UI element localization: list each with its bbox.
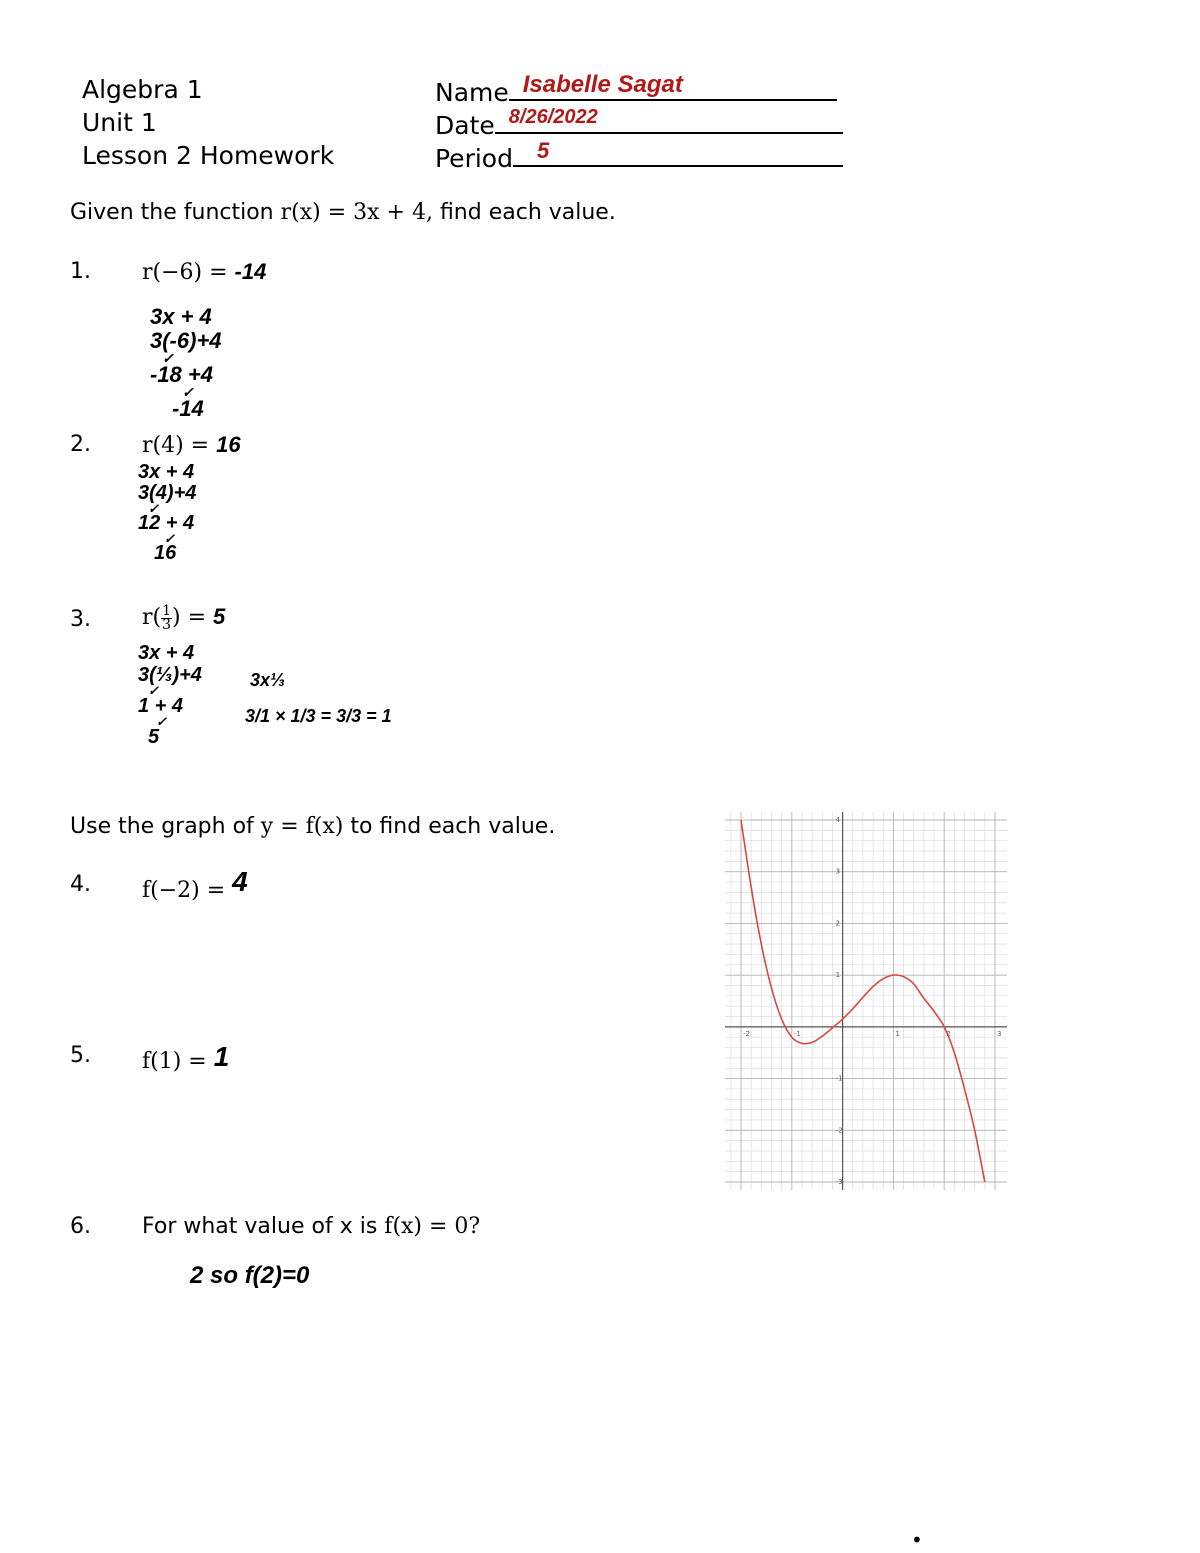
period-value: 5 bbox=[536, 138, 550, 163]
minor-grid bbox=[725, 812, 1007, 1190]
unit-title: Unit 1 bbox=[82, 108, 157, 137]
name-value: Isabelle Sagat bbox=[522, 71, 683, 98]
date-row bbox=[435, 106, 843, 142]
x-tick-label: 1 bbox=[895, 1029, 900, 1038]
work-3-side-bottom: 3/1 × 1/3 = 3/3 = 1 bbox=[245, 706, 392, 726]
period-label: Period bbox=[435, 144, 513, 173]
answer-6: 2 so f(2)=0 bbox=[190, 1262, 310, 1289]
answer-2: 16 bbox=[216, 432, 241, 457]
name-field[interactable] bbox=[509, 73, 837, 101]
question-5-number: 5. bbox=[70, 1043, 91, 1068]
question-3-number: 3. bbox=[70, 607, 91, 632]
course-title: Algebra 1 bbox=[82, 75, 203, 104]
answer-3: 5 bbox=[213, 604, 226, 629]
answer-1: -14 bbox=[234, 259, 267, 284]
question-4-number: 4. bbox=[70, 872, 91, 897]
lesson-title: Lesson 2 Homework bbox=[82, 141, 335, 170]
question-1: r(−6) = -14 bbox=[142, 259, 267, 285]
y-tick-label: -2 bbox=[835, 1126, 843, 1135]
date-value: 8/26/2022 bbox=[508, 106, 598, 128]
period-field[interactable] bbox=[513, 139, 843, 167]
y-tick-label: 1 bbox=[835, 971, 841, 980]
function-graph bbox=[725, 812, 1007, 1190]
work-2: 3x + 4 3(4)+4 ✓ 12 + 4 ✓ 16 bbox=[138, 461, 197, 564]
work-1: 3x + 4 3(-6)+4 ✓ -18 +4 ✓ -14 bbox=[150, 304, 222, 421]
question-3: r( $\frac{1}{3}$ ) = 5 bbox=[142, 602, 226, 633]
question-2: r(4) = 16 bbox=[142, 432, 241, 458]
question-5: f(1) = 1 bbox=[142, 1041, 230, 1074]
y-tick-label: -1 bbox=[835, 1074, 843, 1083]
question-2-number: 2. bbox=[70, 432, 91, 457]
fraction-one-third: $\frac{1}{3}$ bbox=[162, 602, 172, 633]
work-3-side-top: 3x⅓ bbox=[250, 670, 286, 690]
x-tick-label: 2 bbox=[946, 1029, 951, 1038]
part1-instructions: Given the function r(x) = 3x + 4, find each value. bbox=[70, 200, 616, 225]
y-tick-label: 2 bbox=[835, 919, 841, 928]
question-6: For what value of x is f(x) = 0? bbox=[142, 1214, 481, 1239]
question-4: f(−2) = 4 bbox=[142, 866, 248, 903]
answer-5: 1 bbox=[213, 1041, 230, 1072]
x-tick-label: -1 bbox=[793, 1029, 801, 1038]
date-label: Date bbox=[435, 111, 495, 140]
work-3: 3x + 4 3(⅓)+4 ✓ 1 + 4 ✓ 5 bbox=[138, 642, 202, 748]
footer-dot: • bbox=[911, 1528, 923, 1552]
period-row bbox=[435, 139, 843, 175]
y-tick-label: -3 bbox=[835, 1178, 843, 1186]
y-tick-label: 4 bbox=[835, 816, 841, 824]
question-1-number: 1. bbox=[70, 259, 91, 284]
date-field[interactable] bbox=[495, 106, 843, 134]
name-row bbox=[435, 73, 837, 109]
question-6-number: 6. bbox=[70, 1214, 91, 1239]
part2-instructions: Use the graph of y = f(x) to find each value. bbox=[70, 814, 556, 839]
x-tick-label: 3 bbox=[997, 1029, 1002, 1038]
answer-4: 4 bbox=[232, 866, 248, 897]
name-label: Name bbox=[435, 78, 509, 107]
x-tick-label: -2 bbox=[743, 1029, 750, 1038]
y-tick-label: 3 bbox=[835, 867, 841, 876]
